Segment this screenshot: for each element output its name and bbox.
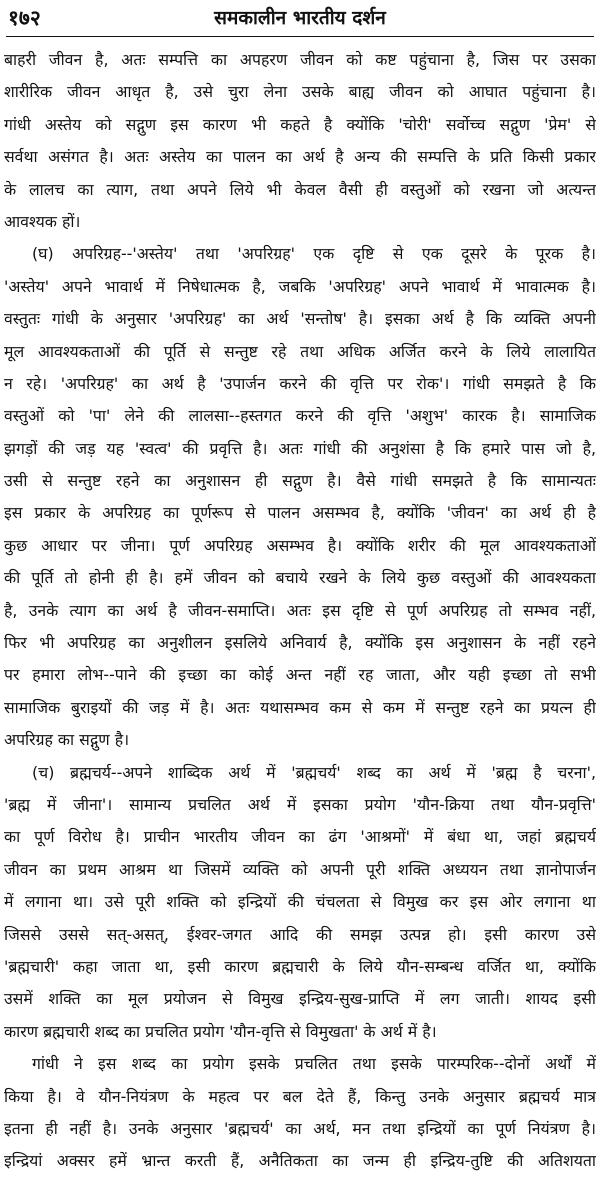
text-line: इस प्रकार के अपरिग्रह का पूर्णरूप से पालन असम्भव है, क्योंकि 'जीवन' का अर्थ ही है xyxy=(4,503,596,523)
page-header xyxy=(6,2,594,37)
text-line: कारण ब्रह्मचारी शब्द का प्रचलित प्रयोग 'यौन-वृत्ति से विमुखता' के अर्थ में है। xyxy=(4,1021,437,1041)
text-line: फिर भी अपरिग्रह का अनुशीलन इसलिये अनिवार्य है, क्योंकि इस अनुशासन के नहीं रहने xyxy=(4,633,596,653)
text-line: 'अस्तेय' अपने भावार्थ में निषेधात्मक है, जबकि 'अपरिग्रह' अपने भावार्थ में भावात्मक है। xyxy=(4,276,596,296)
text-line: 'ब्रह्मचारी' कहा जाता था, इसी कारण ब्रह्मचारी के लिये यौन-सम्बन्ध वर्जित था, क्योंकि xyxy=(4,956,596,976)
text-line: सर्वथा असंगत है। अतः अस्तेय का पालन का अर्थ है अन्य की सम्पत्ति के प्रति किसी प्रकार xyxy=(4,147,596,167)
text-line: शारीरिक जीवन आधृत है, उसे चुरा लेना उसके बाह्य जीवन को आघात पहुंचाना है। xyxy=(4,82,596,102)
text-line: बाहरी जीवन है, अतः सम्पत्ति का अपहरण जीवन को कष्ट पहुंचाना है, जिस पर उसका xyxy=(4,50,596,69)
text-line: उसमें शक्ति का मूल प्रयोजन से विमुख इन्द्रिय-सुख-प्राप्ति में लग जाती। शायद इसी xyxy=(4,989,596,1009)
paragraph xyxy=(4,238,596,756)
page-number: १७२ xyxy=(8,6,41,30)
text-line: जीवन का प्रथम आश्रम था जिसमें व्यक्ति को अपनी पूरी शक्ति अध्ययन तथा ज्ञानोपार्जन xyxy=(4,859,596,879)
text-line: गांधी अस्तेय को सद्गुण इस कारण भी कहते है क्योंकि 'चोरी' सर्वोच्च सद्गुण 'प्रेम' से xyxy=(4,114,596,134)
text-line: वस्तुतः गांधी के अनुसार 'अपरिग्रह' का अर्थ 'सन्तोष' है। इसका अर्थ है कि व्यक्ति अपनी xyxy=(4,309,596,329)
text-line: जिससे उससे सत्-असत्, ईश्वर-जगत आदि की समझ उत्पन्न हो। इसी कारण उसे xyxy=(4,924,596,944)
text-line: सामाजिक बुराइयों की जड़ में है। अतः यथासम्भव कम से कम में सन्तुष्ट रहने का प्रयत्न ही xyxy=(4,697,596,717)
text-line: 'ब्रह्म में जीना'। सामान्य प्रचलित अर्थ में इसका प्रयोग 'यौन-क्रिया तथा यौन-प्रवृत्ति' xyxy=(4,794,596,814)
text-line: में लगाना था। उसे पूरी शक्ति को इन्द्रियों की चंचलता से विमुख कर इस ओर लगाना था xyxy=(4,892,596,912)
text-line: वस्तुओं को 'पा' लेने की लालसा--हस्तगत करने की वृत्ति 'अशुभ' कारक है। सामाजिक xyxy=(4,406,596,426)
text-line: पर हमारा लोभ--पाने की इच्छा का कोई अन्त नहीं रह जाता, और यही इच्छा तो सभी xyxy=(4,665,596,685)
text-line: न रहे। 'अपरिग्रह' का अर्थ है 'उपार्जन करने की वृत्ति पर रोक'। गांधी समझते है कि xyxy=(4,373,596,393)
text-line: अपरिग्रह का सद्गुण है। xyxy=(4,730,130,750)
text-line: (घ) अपरिग्रह--'अस्तेय' तथा 'अपरिग्रह' एक दृष्टि से एक दूसरे के पूरक है। xyxy=(32,244,596,264)
text-line: झगड़ों की जड़ यह 'स्वत्व' की प्रवृत्ति है। अतः गांधी की अनुशंसा है कि हमारे पास जो है, xyxy=(4,438,596,458)
text-line: इन्द्रियां अक्सर हमें भ्रान्त करती हैं, अनैतिकता का जन्म ही इन्द्रिय-तुष्टि की अतिशयता xyxy=(4,1151,596,1171)
text-line: गांधी ने इस शब्द का प्रयोग इसके प्रचलित तथा इसके पारम्परिक--दोनों अर्थों में xyxy=(32,1054,596,1074)
paragraph xyxy=(4,1048,596,1178)
text-line: उसी से सन्तुष्ट रहने का अनुशासन ही सद्गुण है। वैसे गांधी समझते है कि सामान्यतः xyxy=(4,471,596,491)
text-line: मूल आवश्यकताओं की पूर्ति से सन्तुष्ट रहे तथा अधिक अर्जित करने के लिये लालायित xyxy=(4,341,596,361)
text-line: (च) ब्रह्मचर्य--अपने शाब्दिक अर्थ में 'ब्रह्मचर्य' शब्द का अर्थ में 'ब्रह्म है चरना', xyxy=(32,762,596,782)
running-title: समकालीन भारतीय दर्शन xyxy=(214,7,386,29)
paragraph xyxy=(4,757,596,1049)
text-line: किया है। वे यौन-नियंत्रण के महत्व पर बल देते हैं, किन्तु उनके अनुसार ब्रह्मचर्य मात्र xyxy=(4,1086,596,1106)
text-line: इतना ही नहीं है। उनके अनुसार 'ब्रह्मचर्य' का अर्थ, मन तथा इन्द्रियों का पूर्ण नियंत्रण है। xyxy=(4,1118,596,1138)
text-line: के लालच का त्याग, तथा अपने लिये भी केवल वैसी ही वस्तुओं को रखना जो अत्यन्त xyxy=(4,179,596,199)
paragraph xyxy=(4,44,596,238)
text-line: का पूर्ण विरोध है। प्राचीन भारतीय जीवन का ढंग 'आश्रमों' में बंधा था, जहां ब्रह्मचर्य xyxy=(4,827,596,847)
text-line: कुछ आधार पर जीना। पूर्ण अपरिग्रह असम्भव है। क्योंकि शरीर की मूल आवश्यकताओं xyxy=(4,535,596,555)
text-line: है, उनके त्याग का अर्थ है जीवन-समाप्ति। अतः इस दृष्टि से पूर्ण अपरिग्रह तो सम्भव नहीं, xyxy=(4,600,596,620)
text-line: आवश्यक हों। xyxy=(4,211,81,231)
text-line: की पूर्ति तो होनी ही है। हमें जीवन को बचाये रखने के लिये कुछ वस्तुओं की आवश्यकता xyxy=(4,568,596,588)
body-text xyxy=(4,44,596,1178)
